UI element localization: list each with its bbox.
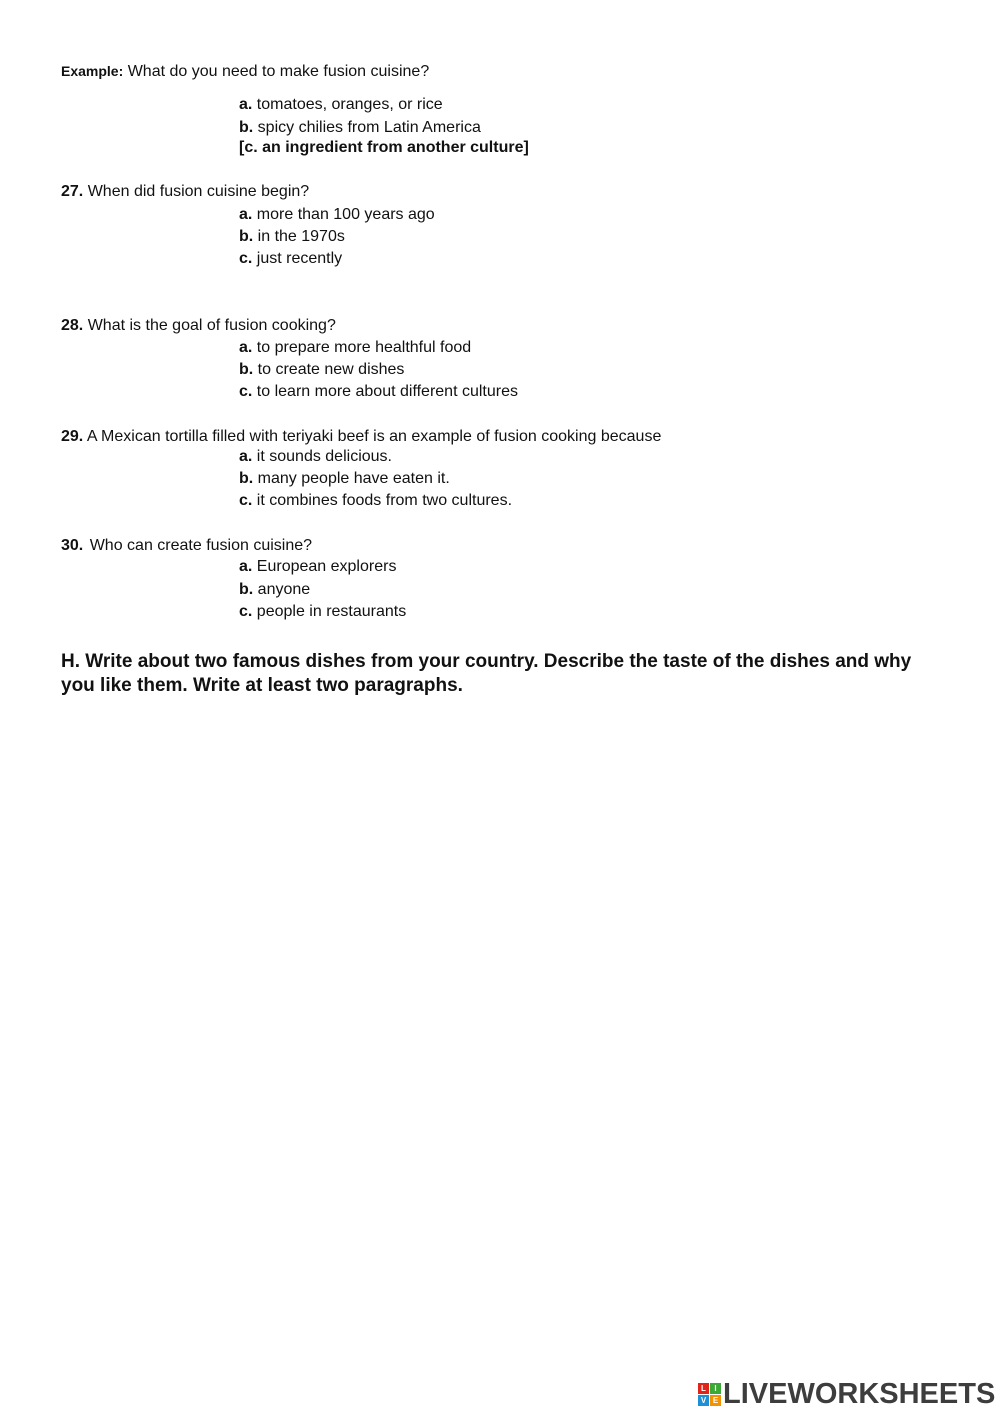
- q30-option-b[interactable]: [239, 580, 310, 600]
- logo-mark-i: I: [710, 1383, 721, 1394]
- q30-option-c[interactable]: [239, 602, 406, 622]
- option-letter: c.: [239, 250, 253, 267]
- option-letter: c.: [239, 492, 253, 509]
- question-text: Who can create fusion cuisine?: [89, 537, 313, 554]
- option-text: in the 1970s: [257, 228, 345, 245]
- option-text: to create new dishes: [257, 361, 405, 378]
- logo-mark-e: E: [710, 1395, 721, 1406]
- logo-mark-v: V: [698, 1395, 709, 1406]
- option-text: spicy chilies from Latin America: [257, 119, 481, 136]
- option-letter: b.: [239, 581, 254, 598]
- option-text: anyone: [257, 581, 311, 598]
- option-letter: a.: [239, 206, 253, 223]
- option-letter: a.: [239, 96, 253, 113]
- option-text: to learn more about different cultures: [256, 383, 518, 400]
- q28-option-a[interactable]: [239, 338, 471, 358]
- option-text: many people have eaten it.: [257, 470, 450, 487]
- logo-text: LIVEWORKSHEETS: [723, 1378, 996, 1410]
- question-text: When did fusion cuisine begin?: [87, 183, 310, 200]
- question-text: A Mexican tortilla filled with teriyaki beef is an example of fusion cooking because: [86, 428, 662, 445]
- liveworksheets-logo: [698, 1378, 995, 1410]
- question-text: What is the goal of fusion cooking?: [87, 317, 336, 334]
- logo-mark-l: L: [698, 1383, 709, 1394]
- example-label: Example:: [61, 63, 124, 79]
- q28-option-b[interactable]: [239, 360, 404, 380]
- option-text: to prepare more healthful food: [256, 339, 472, 356]
- option-letter: a.: [239, 339, 253, 356]
- q27-option-b[interactable]: [239, 227, 345, 247]
- option-letter: c.: [239, 383, 253, 400]
- example-question: [61, 61, 429, 82]
- option-letter: a.: [239, 558, 253, 575]
- example-answer: [c. an ingredient from another culture]: [239, 139, 529, 156]
- option-letter: b.: [239, 470, 254, 487]
- option-text: tomatoes, oranges, or rice: [256, 96, 443, 113]
- option-text: more than 100 years ago: [256, 206, 435, 223]
- q29-option-c[interactable]: [239, 491, 512, 511]
- option-letter: b.: [239, 361, 254, 378]
- option-letter: c.: [239, 603, 253, 620]
- q28-option-c[interactable]: [239, 382, 518, 402]
- question-27: [61, 182, 309, 202]
- question-number: 28.: [61, 317, 84, 334]
- example-option-b: [239, 118, 481, 138]
- q30-option-a[interactable]: [239, 557, 396, 577]
- option-letter: b.: [239, 228, 254, 245]
- question-number: 29.: [61, 428, 84, 445]
- q29-option-b[interactable]: [239, 469, 450, 489]
- q29-option-a[interactable]: [239, 447, 392, 467]
- logo-mark-icon: [698, 1383, 721, 1406]
- question-number: 30.: [61, 537, 84, 554]
- question-30: [61, 536, 312, 556]
- option-letter: b.: [239, 119, 254, 136]
- section-h-prompt: H. Write about two famous dishes from your country. Describe the taste of the dishes and why you like them. Write at least two paragraphs.: [61, 651, 912, 696]
- example-question-text: What do you need to make fusion cuisine?: [127, 63, 430, 80]
- option-text: European explorers: [256, 558, 397, 575]
- question-number: 27.: [61, 183, 84, 200]
- question-28: [61, 316, 336, 336]
- question-29: [61, 427, 661, 447]
- option-text: just recently: [256, 250, 343, 267]
- option-text: it sounds delicious.: [256, 448, 392, 465]
- example-option-a: [239, 95, 443, 115]
- q27-option-a[interactable]: [239, 205, 435, 225]
- q27-option-c[interactable]: [239, 249, 342, 269]
- option-text: it combines foods from two cultures.: [256, 492, 513, 509]
- option-letter: a.: [239, 448, 253, 465]
- option-text: people in restaurants: [256, 603, 407, 620]
